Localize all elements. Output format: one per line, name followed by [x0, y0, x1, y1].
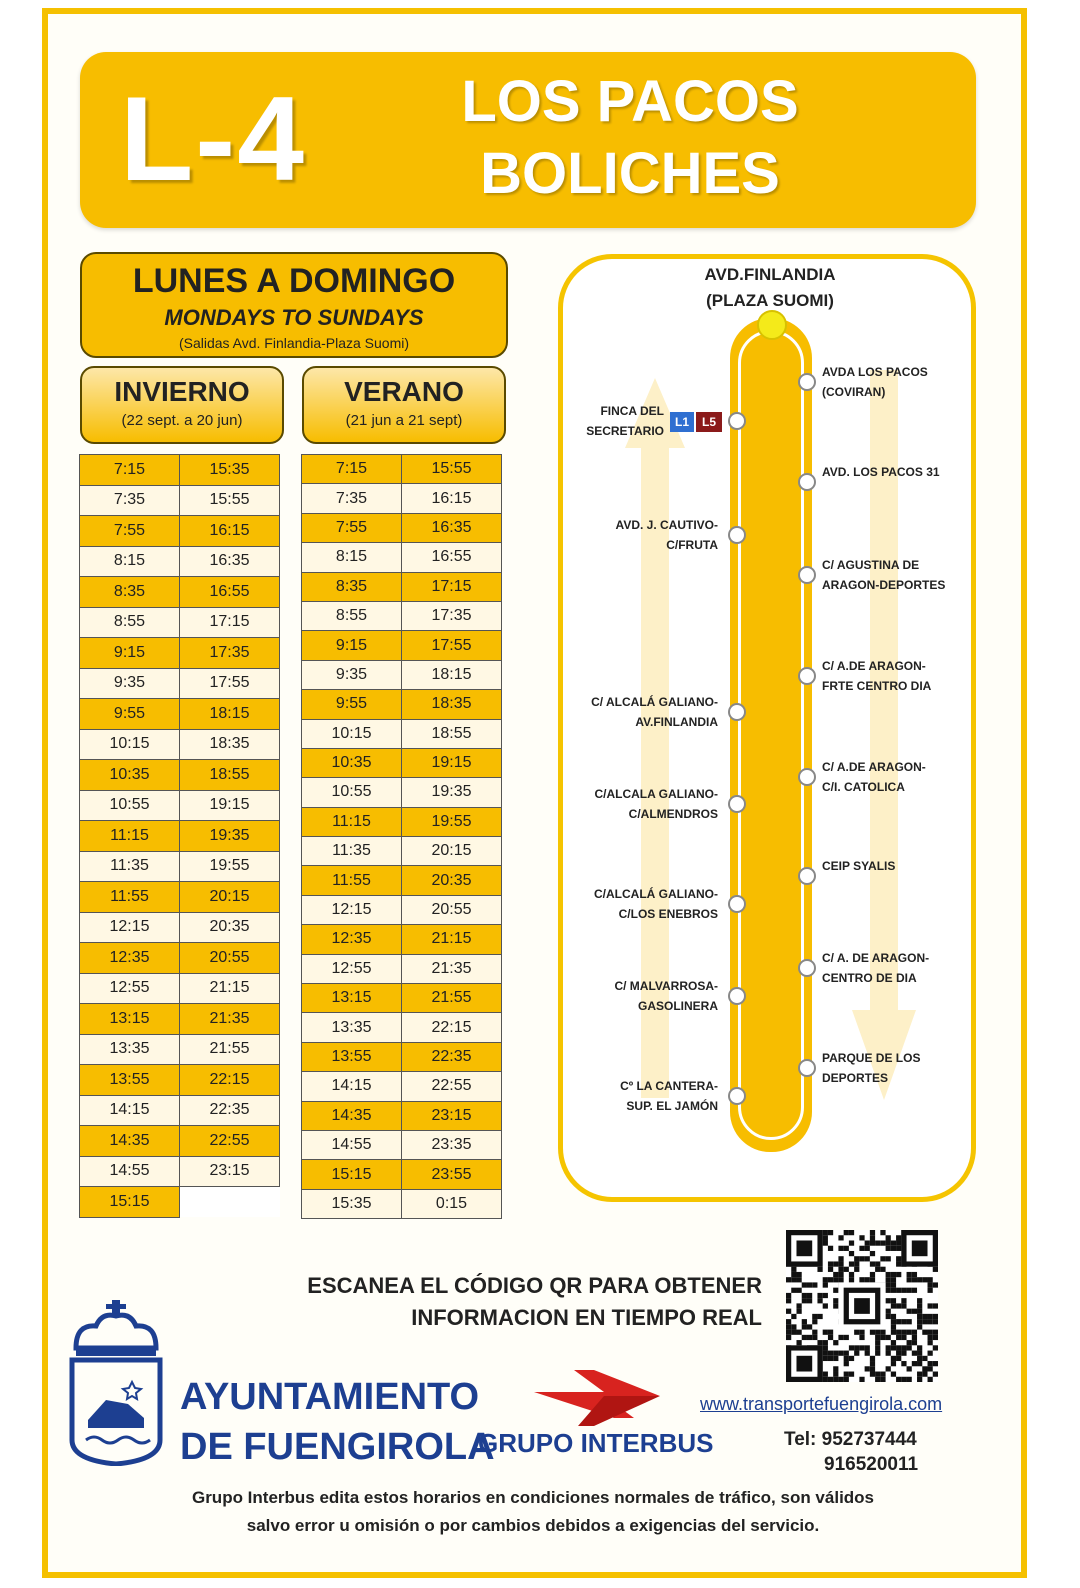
departure-time: 11:35: [302, 837, 402, 866]
table-row: [302, 1072, 502, 1101]
stop-label-line: GASOLINERA: [637, 999, 718, 1013]
departure-time: 18:55: [180, 760, 280, 791]
departure-time: 19:35: [180, 821, 280, 852]
stop-label-line: SECRETARIO: [586, 424, 664, 438]
stop-label-line: C/ A.DE ARAGON-: [822, 659, 926, 673]
stop-label: [568, 692, 718, 732]
departure-time: 18:35: [402, 690, 502, 719]
table-row: [302, 1130, 502, 1159]
table-row: [302, 690, 502, 719]
departure-time: 23:15: [402, 1101, 502, 1130]
stop-label-line: C/LOS ENEBROS: [618, 907, 718, 921]
council-name: [180, 1372, 495, 1472]
days-english: MONDAYS TO SUNDAYS: [164, 305, 424, 330]
departure-time: 11:55: [80, 882, 180, 913]
stop-marker: [728, 526, 746, 544]
disclaimer: [100, 1484, 966, 1540]
stop-label-line: AVDA LOS PACOS: [822, 365, 928, 379]
stop-label-line: ARAGON-DEPORTES: [822, 578, 946, 592]
departure-time: 8:15: [302, 543, 402, 572]
departure-time: 9:55: [80, 699, 180, 730]
departure-time: 8:35: [80, 577, 180, 608]
departure-time: 21:15: [402, 925, 502, 954]
stop-label: [822, 362, 972, 402]
departure-time: 14:55: [302, 1130, 402, 1159]
departure-time: 8:55: [80, 607, 180, 638]
stop-label: [822, 757, 972, 797]
departure-time: 13:55: [80, 1065, 180, 1096]
phone-primary: Tel: 952737444: [784, 1429, 917, 1450]
table-row: [302, 925, 502, 954]
stop-marker: [728, 703, 746, 721]
departure-time: 13:15: [80, 1004, 180, 1035]
table-row: [302, 1189, 502, 1218]
stop-label: [568, 884, 718, 924]
stop-label-line: FRTE CENTRO DIA: [822, 679, 932, 693]
table-row: [80, 851, 280, 882]
departure-time: 20:35: [180, 912, 280, 943]
departure-time: 16:35: [402, 513, 502, 542]
badge-l5: L5: [696, 412, 722, 432]
table-row: [80, 607, 280, 638]
summer-range: (21 jun a 21 sept): [345, 412, 463, 429]
table-row: [302, 1101, 502, 1130]
table-row: [302, 484, 502, 513]
departure-time: 13:15: [302, 984, 402, 1013]
departure-time: 17:35: [180, 638, 280, 669]
departure-time: 12:35: [302, 925, 402, 954]
departure-time: 9:15: [80, 638, 180, 669]
stop-label-line: PARQUE DE LOS: [822, 1051, 921, 1065]
stop-label: [822, 656, 972, 696]
departure-time: 14:35: [80, 1126, 180, 1157]
stop-label: [822, 462, 972, 482]
stop-label-line: C/FRUTA: [666, 538, 718, 552]
departure-time: 7:35: [80, 485, 180, 516]
departure-time: 12:15: [302, 895, 402, 924]
interbus-logo-icon: [534, 1362, 660, 1426]
stop-label-line: AV.FINLANDIA: [635, 715, 718, 729]
table-row: [80, 1004, 280, 1035]
stop-marker: [728, 987, 746, 1005]
departure-time: 15:15: [302, 1160, 402, 1189]
table-row: [80, 1095, 280, 1126]
departure-time: 22:55: [402, 1072, 502, 1101]
disclaimer-line1: Grupo Interbus edita estos horarios en condiciones normales de tráfico, son válidos: [191, 1488, 875, 1507]
departure-time: 17:55: [402, 631, 502, 660]
table-row: [302, 601, 502, 630]
departure-time: 15:55: [180, 485, 280, 516]
departure-time: 9:55: [302, 690, 402, 719]
table-row: [302, 837, 502, 866]
departure-time: 8:55: [302, 601, 402, 630]
stop-label-line: C/ A. DE ARAGON-: [822, 951, 930, 965]
route-title-line2: BOLICHES: [480, 141, 780, 206]
summer-title: VERANO: [344, 376, 464, 407]
terminal-label: [680, 262, 860, 314]
departure-time: 7:35: [302, 484, 402, 513]
stop-marker: [798, 373, 816, 391]
route-title-line1: LOS PACOS: [461, 69, 799, 134]
table-row: [80, 882, 280, 913]
departure-time: 19:35: [402, 778, 502, 807]
departure-time: 7:15: [80, 455, 180, 486]
stop-label: [568, 1076, 718, 1116]
table-row: [80, 577, 280, 608]
departure-time: 7:15: [302, 455, 402, 484]
departure-time: 20:35: [402, 866, 502, 895]
departure-time: 14:35: [302, 1101, 402, 1130]
winter-title: INVIERNO: [114, 376, 250, 407]
departure-time: 9:15: [302, 631, 402, 660]
departure-time: 13:35: [80, 1034, 180, 1065]
stop-label-line: C/ALCALA GALIANO-: [594, 787, 718, 801]
departure-time: 16:15: [402, 484, 502, 513]
terminal-line2: (PLAZA SUOMI): [706, 291, 834, 310]
table-row: [302, 748, 502, 777]
table-row: [80, 455, 280, 486]
departure-time: 11:35: [80, 851, 180, 882]
winter-header: [80, 366, 284, 444]
stop-label: [822, 555, 972, 595]
stop-label: [822, 856, 972, 876]
departure-time: 12:55: [302, 954, 402, 983]
departure-time: 16:55: [402, 543, 502, 572]
stop-marker: [798, 566, 816, 584]
table-row: [302, 866, 502, 895]
departure-time: 18:15: [180, 699, 280, 730]
table-row: [302, 778, 502, 807]
table-row: [80, 973, 280, 1004]
table-row: [80, 1065, 280, 1096]
stop-label-line: C/ALMENDROS: [628, 807, 718, 821]
departure-time: 18:35: [180, 729, 280, 760]
stop-marker: [798, 667, 816, 685]
departure-time: 17:35: [402, 601, 502, 630]
winter-range: (22 sept. a 20 jun): [121, 412, 243, 429]
departure-time: 21:35: [402, 954, 502, 983]
departure-time: 15:35: [302, 1189, 402, 1218]
departure-time: 8:15: [80, 546, 180, 577]
route-spine-track: [738, 330, 804, 1140]
departure-time: 23:15: [180, 1156, 280, 1187]
departure-time: 17:55: [180, 668, 280, 699]
operator-name: GRUPO INTERBUS: [478, 1428, 714, 1458]
departure-time: 16:55: [180, 577, 280, 608]
departure-time: 18:15: [402, 660, 502, 689]
table-row: [302, 1042, 502, 1071]
departure-time: 19:15: [180, 790, 280, 821]
qr-instructions: [300, 1270, 762, 1334]
qr-text-line2: INFORMACION EN TIEMPO REAL: [411, 1305, 762, 1330]
table-row: [80, 1187, 280, 1218]
stop-label: [568, 515, 718, 555]
departure-time: 21:35: [180, 1004, 280, 1035]
departure-time: 17:15: [402, 572, 502, 601]
stop-label-line: C/ ALCALÁ GALIANO-: [591, 695, 718, 709]
line-number: L-4: [120, 72, 306, 206]
winter-timetable: [79, 454, 280, 1218]
departure-time: 9:35: [80, 668, 180, 699]
table-row: [302, 984, 502, 1013]
stop-marker: [728, 412, 746, 430]
departure-time: 13:35: [302, 1013, 402, 1042]
departure-time: 22:35: [180, 1095, 280, 1126]
table-row: [80, 790, 280, 821]
departure-time: 12:35: [80, 943, 180, 974]
stop-marker: [798, 867, 816, 885]
council-crest-icon: [66, 1300, 166, 1466]
departure-time: 10:35: [80, 760, 180, 791]
departure-time: 11:55: [302, 866, 402, 895]
departure-time: 19:15: [402, 748, 502, 777]
departure-time: 16:35: [180, 546, 280, 577]
stop-label-line: DEPORTES: [822, 1071, 889, 1085]
stop-label: [822, 948, 972, 988]
departure-time: 20:15: [180, 882, 280, 913]
departure-time: 9:35: [302, 660, 402, 689]
table-row: [302, 1013, 502, 1042]
stop-label: [514, 401, 664, 441]
stop-label-line: Cº LA CANTERA-: [620, 1079, 718, 1093]
stop-label-line: C/ MALVARROSA-: [614, 979, 718, 993]
departure-time: 21:55: [402, 984, 502, 1013]
days-spanish: LUNES A DOMINGO: [132, 262, 456, 300]
table-row: [80, 943, 280, 974]
departure-time: 0:15: [402, 1189, 502, 1218]
departure-time: 15:15: [80, 1187, 180, 1218]
departure-time: 8:35: [302, 572, 402, 601]
qr-text-line1: ESCANEA EL CÓDIGO QR PARA OBTENER: [307, 1273, 762, 1298]
table-row: [302, 631, 502, 660]
stop-marker: [798, 1059, 816, 1077]
departure-time: 12:55: [80, 973, 180, 1004]
table-row: [80, 699, 280, 730]
stop-label-line: C/ALCALÁ GALIANO-: [594, 887, 718, 901]
departure-time: [180, 1187, 280, 1218]
stop-label-line: CENTRO DE DIA: [822, 971, 917, 985]
departure-time: 22:35: [402, 1042, 502, 1071]
table-row: [302, 895, 502, 924]
council-name-line2: DE FUENGIROLA: [180, 1426, 495, 1468]
departure-time: 21:55: [180, 1034, 280, 1065]
disclaimer-line2: salvo error u omisión o por cambios debidos a exigencias del servicio.: [246, 1516, 820, 1535]
table-row: [302, 513, 502, 542]
table-row: [302, 1160, 502, 1189]
departure-time: 16:15: [180, 516, 280, 547]
summer-timetable: [301, 454, 502, 1219]
table-row: [80, 546, 280, 577]
stop-label: [568, 976, 718, 1016]
departure-time: 15:55: [402, 455, 502, 484]
departure-time: 22:15: [402, 1013, 502, 1042]
table-row: [80, 668, 280, 699]
stop-marker: [728, 795, 746, 813]
table-row: [80, 821, 280, 852]
departure-time: 14:15: [80, 1095, 180, 1126]
departure-time: 23:35: [402, 1130, 502, 1159]
departure-time: 19:55: [402, 807, 502, 836]
table-row: [80, 729, 280, 760]
departure-time: 7:55: [80, 516, 180, 547]
stop-label-line: FINCA DEL: [600, 404, 664, 418]
stop-marker: [798, 959, 816, 977]
website-link[interactable]: www.transportefuengirola.com: [700, 1394, 943, 1414]
summer-header: [302, 366, 506, 444]
departure-time: 12:15: [80, 912, 180, 943]
stop-marker: [798, 473, 816, 491]
stop-marker: [728, 895, 746, 913]
table-row: [302, 543, 502, 572]
table-row: [302, 719, 502, 748]
stop-label: [822, 1048, 972, 1088]
table-row: [80, 638, 280, 669]
departure-time: 10:55: [80, 790, 180, 821]
terminal-line1: AVD.FINLANDIA: [704, 265, 836, 284]
stop-label-line: C/I. CATOLICA: [822, 780, 905, 794]
departure-time: 10:55: [302, 778, 402, 807]
table-row: [302, 807, 502, 836]
departure-time: 10:15: [302, 719, 402, 748]
table-row: [302, 455, 502, 484]
departure-time: 21:15: [180, 973, 280, 1004]
header-banner: [80, 52, 976, 228]
departure-time: 14:15: [302, 1072, 402, 1101]
stop-label-line: (COVIRAN): [822, 385, 886, 399]
departure-time: 19:55: [180, 851, 280, 882]
table-row: [302, 660, 502, 689]
days-box: [80, 252, 508, 358]
stop-marker: [798, 768, 816, 786]
stop-marker: [728, 1087, 746, 1105]
stop-label-line: AVD. LOS PACOS 31: [822, 465, 940, 479]
route-title: [440, 66, 820, 210]
stop-label: [568, 784, 718, 824]
stop-label-line: C/ AGUSTINA DE: [822, 558, 920, 572]
departure-time: 20:55: [402, 895, 502, 924]
stop-label-line: C/ A.DE ARAGON-: [822, 760, 926, 774]
departure-time: 20:55: [180, 943, 280, 974]
departure-time: 22:15: [180, 1065, 280, 1096]
departure-time: 17:15: [180, 607, 280, 638]
departure-time: 14:55: [80, 1156, 180, 1187]
departures-note: (Salidas Avd. Finlandia-Plaza Suomi): [178, 335, 410, 351]
table-row: [302, 572, 502, 601]
stop-label-line: CEIP SYALIS: [822, 859, 896, 873]
departure-time: 20:15: [402, 837, 502, 866]
table-row: [80, 1126, 280, 1157]
departure-time: 10:35: [302, 748, 402, 777]
table-row: [80, 1156, 280, 1187]
council-name-line1: AYUNTAMIENTO: [180, 1376, 480, 1418]
departure-time: 22:55: [180, 1126, 280, 1157]
departure-time: 18:55: [402, 719, 502, 748]
table-row: [80, 912, 280, 943]
terminal-stop-marker: [757, 310, 787, 340]
table-row: [80, 485, 280, 516]
departure-time: 11:15: [302, 807, 402, 836]
departure-time: 15:35: [180, 455, 280, 486]
departure-time: 7:55: [302, 513, 402, 542]
departure-time: 11:15: [80, 821, 180, 852]
stop-label-line: SUP. EL JAMÓN: [626, 1099, 718, 1113]
departure-time: 23:55: [402, 1160, 502, 1189]
departure-time: 13:55: [302, 1042, 402, 1071]
stop-label-line: AVD. J. CAUTIVO-: [615, 518, 718, 532]
table-row: [80, 516, 280, 547]
departure-time: 10:15: [80, 729, 180, 760]
table-row: [80, 1034, 280, 1065]
phone-secondary: 916520011: [824, 1454, 919, 1475]
badge-l1: L1: [670, 412, 694, 432]
table-row: [80, 760, 280, 791]
qr-code-icon[interactable]: [786, 1230, 938, 1382]
table-row: [302, 954, 502, 983]
